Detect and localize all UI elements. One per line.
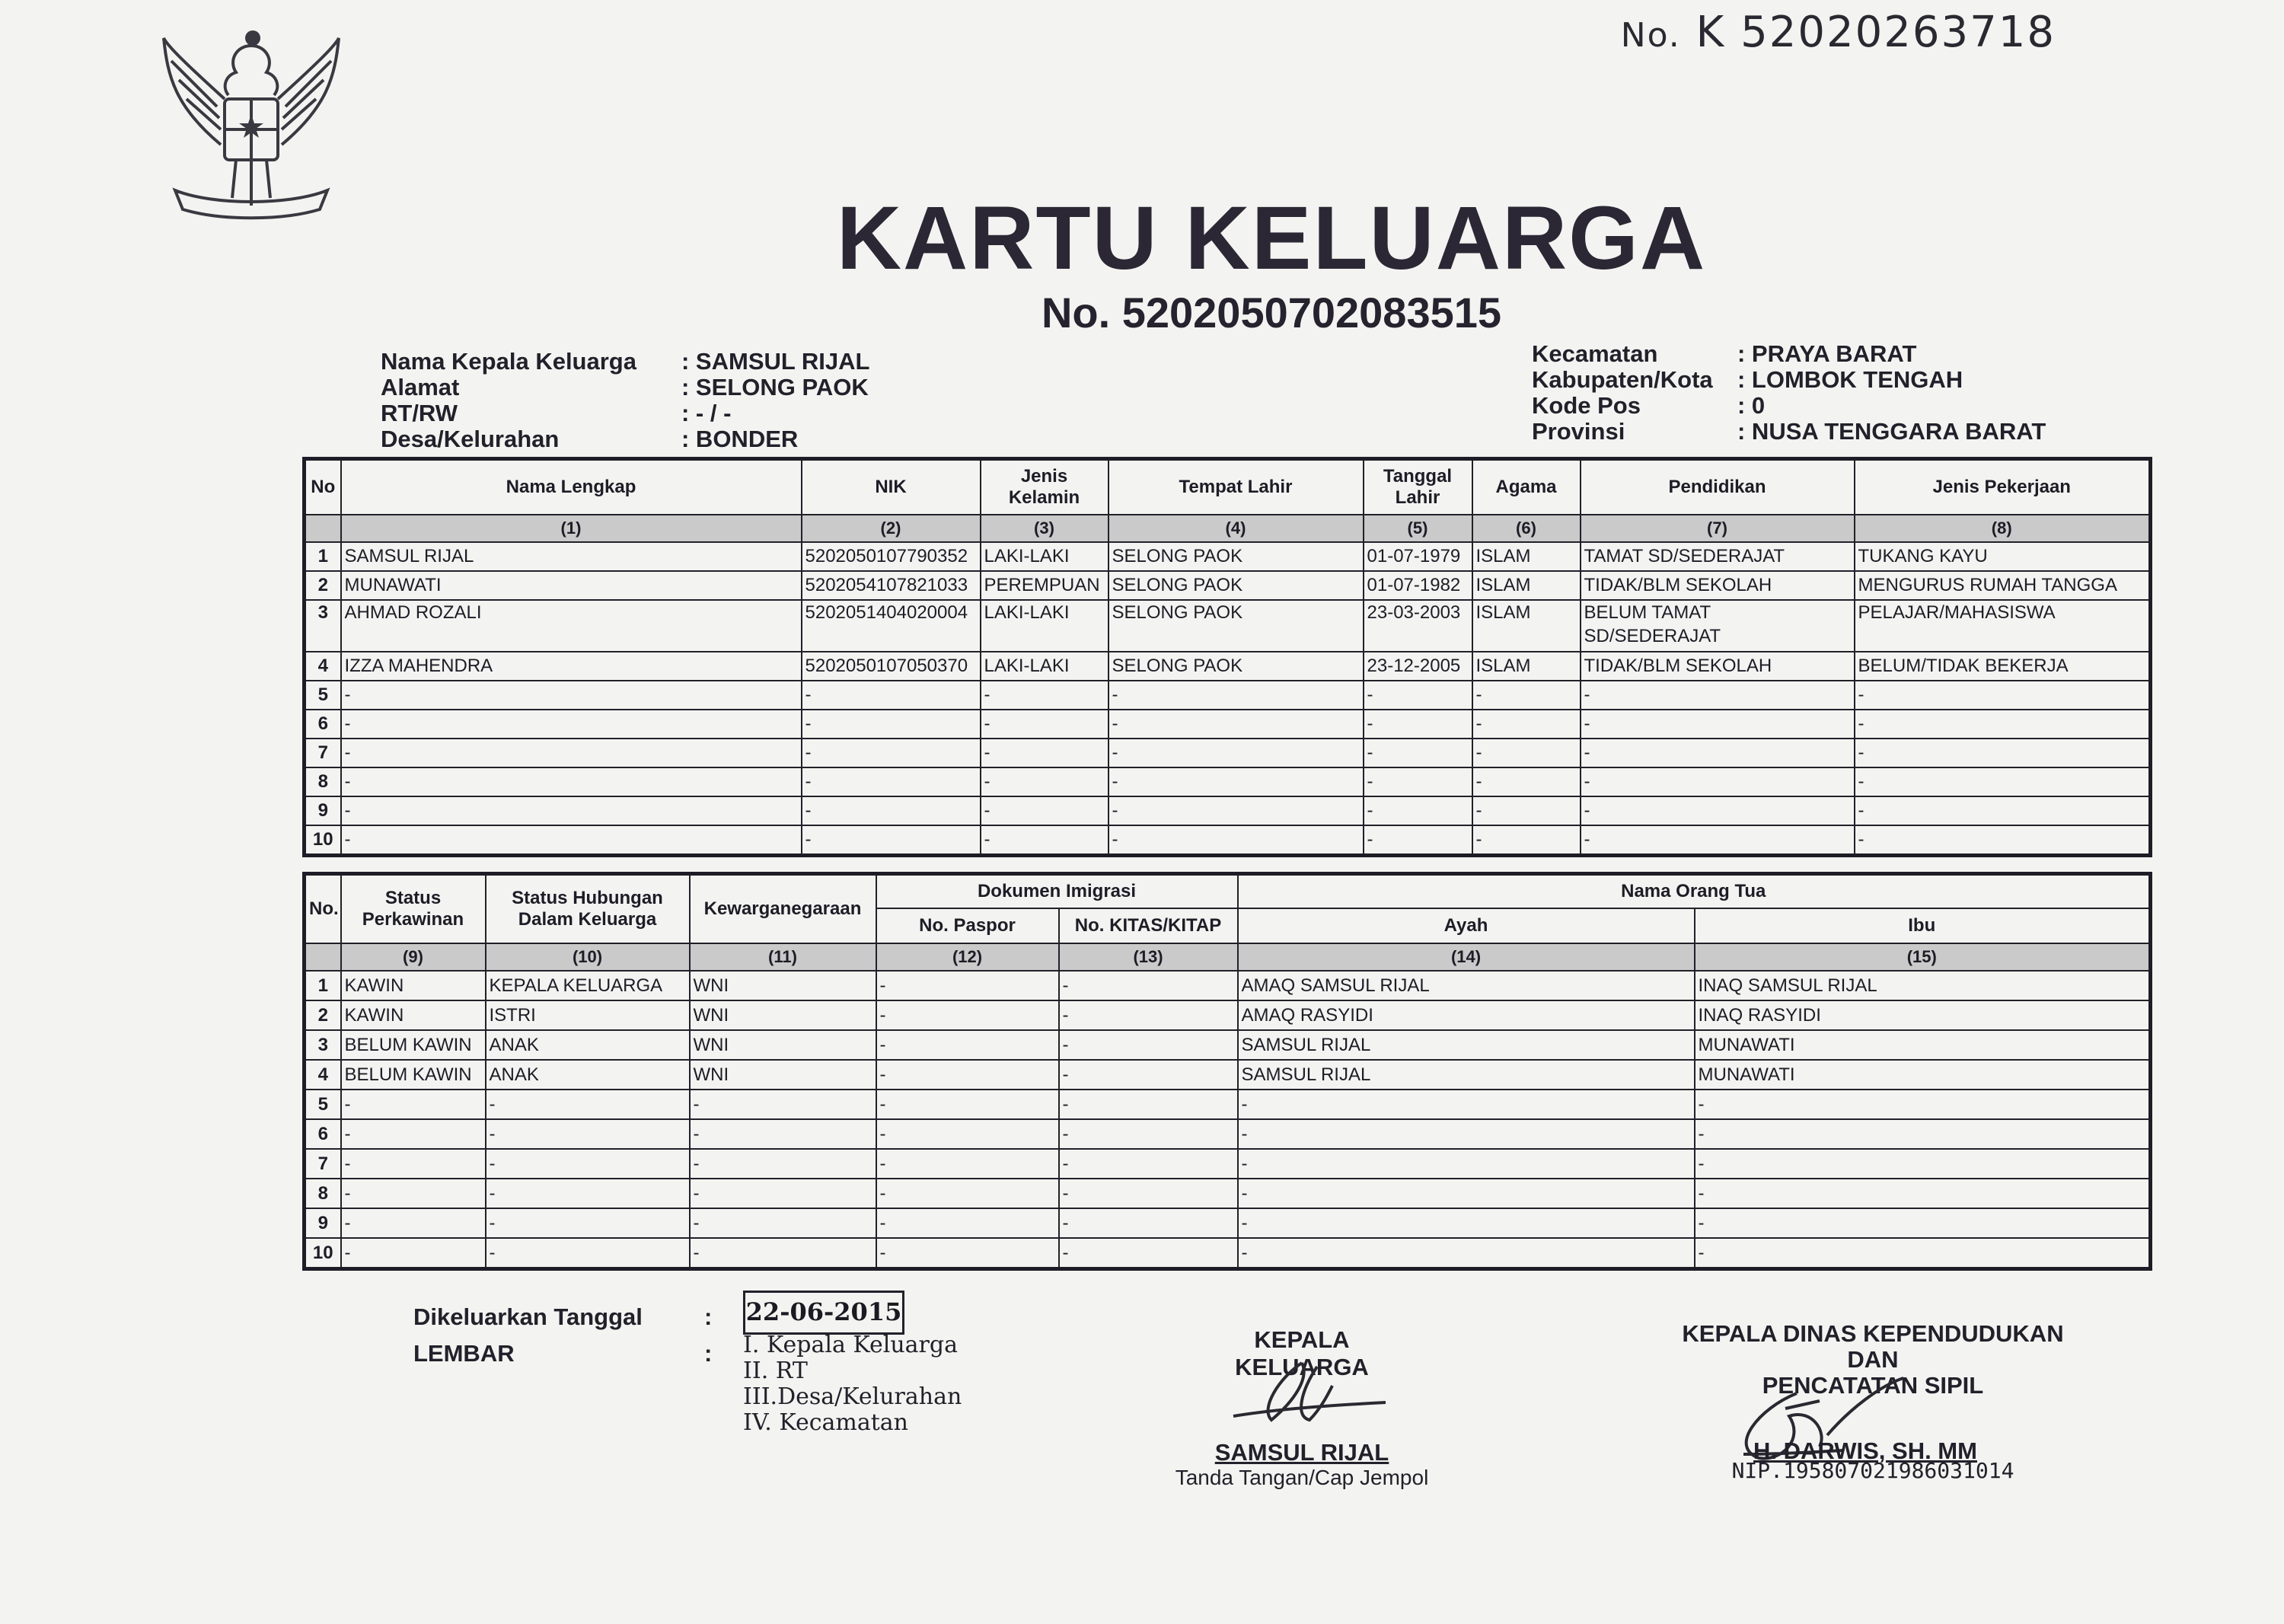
table-cell: - xyxy=(1472,767,1581,796)
table-cell: - xyxy=(876,1119,1059,1149)
header-ibu: Ibu xyxy=(1695,908,2151,943)
table-cell: - xyxy=(1855,710,2151,739)
table-row xyxy=(305,739,2151,767)
table-cell: SAMSUL RIJAL xyxy=(341,542,802,571)
table-cell: BELUM TAMAT SD/SEDERAJAT xyxy=(1581,600,1855,652)
table-cell: - xyxy=(486,1179,690,1208)
table-cell: AHMAD ROZALI xyxy=(341,600,802,652)
table-cell: - xyxy=(1238,1119,1695,1149)
table-cell: WNI xyxy=(690,1060,876,1090)
header-nik: NIK xyxy=(802,459,981,515)
table-row xyxy=(305,796,2151,825)
table-cell: - xyxy=(690,1149,876,1179)
header-kewarganegaraan: Kewarganegaraan xyxy=(690,874,876,944)
table-cell: - xyxy=(1109,739,1364,767)
lembar-list xyxy=(743,1332,962,1436)
info-row-rtrw xyxy=(381,400,869,426)
table-cell: - xyxy=(1238,1149,1695,1179)
row-number: 3 xyxy=(305,1030,341,1060)
table-cell: KAWIN xyxy=(341,1000,486,1030)
col-number: (15) xyxy=(1695,943,2151,971)
table-cell: - xyxy=(981,739,1109,767)
table-cell: IZZA MAHENDRA xyxy=(341,652,802,681)
table-cell: - xyxy=(1364,825,1472,856)
document-serial-number xyxy=(1621,8,2056,57)
table-cell: - xyxy=(1364,796,1472,825)
col-number: (4) xyxy=(1109,515,1364,542)
table-cell: - xyxy=(876,1238,1059,1269)
table-cell: BELUM KAWIN xyxy=(341,1030,486,1060)
header-dokumen-imigrasi: Dokumen Imigrasi xyxy=(876,874,1238,909)
table-cell: - xyxy=(1109,710,1364,739)
kepala-dinas-nip: NIP.195807021986031014 xyxy=(1731,1458,2014,1483)
table-cell: - xyxy=(1581,825,1855,856)
table-row xyxy=(305,1030,2151,1060)
table-cell: - xyxy=(1364,710,1472,739)
table-cell: - xyxy=(486,1119,690,1149)
table-cell: AMAQ RASYIDI xyxy=(1238,1000,1695,1030)
row-number: 10 xyxy=(305,1238,341,1269)
info-label: Nama Kepala Keluarga xyxy=(381,348,636,375)
serial-label: No. xyxy=(1620,16,1681,55)
table-cell: - xyxy=(1059,1208,1238,1238)
table-cell: - xyxy=(876,1179,1059,1208)
table-cell: - xyxy=(1364,767,1472,796)
table-cell: - xyxy=(1472,739,1581,767)
table-cell: - xyxy=(1695,1208,2151,1238)
table-cell: LAKI-LAKI xyxy=(981,600,1109,652)
table2-header-row-1 xyxy=(305,874,2151,909)
row-number: 3 xyxy=(305,600,341,652)
row-number: 7 xyxy=(305,1149,341,1179)
table-row xyxy=(305,652,2151,681)
table-row xyxy=(305,1149,2151,1179)
table-cell: WNI xyxy=(690,1030,876,1060)
info-value: : - / - xyxy=(681,400,732,426)
table-cell: KEPALA KELUARGA xyxy=(486,971,690,1000)
header-no: No. xyxy=(305,874,341,944)
table-cell: - xyxy=(341,1090,486,1119)
info-row-kabupaten xyxy=(1532,367,2046,393)
table-cell: - xyxy=(1581,710,1855,739)
kepala-keluarga-title: KEPALA KELUARGA xyxy=(1235,1326,1369,1380)
table-row xyxy=(305,1000,2151,1030)
table-cell: - xyxy=(341,710,802,739)
table-cell: - xyxy=(1364,681,1472,710)
lembar-item: II. RT xyxy=(743,1358,808,1384)
col-number: (13) xyxy=(1059,943,1238,971)
info-row-kodepos xyxy=(1532,393,2046,419)
document-title: KARTU KELUARGA xyxy=(836,188,1707,289)
table-cell: 5202051404020004 xyxy=(802,600,981,652)
table-cell: MENGURUS RUMAH TANGGA xyxy=(1855,571,2151,600)
row-number: 10 xyxy=(305,825,341,856)
table-row xyxy=(305,1119,2151,1149)
table2-column-number-row xyxy=(305,943,2151,971)
table-cell: - xyxy=(1059,1238,1238,1269)
table-cell: - xyxy=(876,1030,1059,1060)
kepala-dinas-title-line: KEPALA DINAS KEPENDUDUKAN DAN xyxy=(1682,1320,2064,1373)
row-number: 4 xyxy=(305,1060,341,1090)
table-cell: - xyxy=(1855,767,2151,796)
table-cell: - xyxy=(1238,1208,1695,1238)
kepala-keluarga-name: SAMSUL RIJAL xyxy=(1214,1439,1389,1466)
table-cell: - xyxy=(1581,767,1855,796)
table-cell: - xyxy=(1059,1000,1238,1030)
table-cell: - xyxy=(1059,1119,1238,1149)
table-cell: - xyxy=(341,681,802,710)
table-cell: - xyxy=(341,1149,486,1179)
table-cell: - xyxy=(981,825,1109,856)
col-number: (10) xyxy=(486,943,690,971)
table-cell: - xyxy=(802,681,981,710)
table-cell: BELUM/TIDAK BEKERJA xyxy=(1855,652,2151,681)
table-row xyxy=(305,825,2151,856)
serial-value: K 52020263718 xyxy=(1695,8,2056,57)
table-row xyxy=(305,681,2151,710)
table-cell: - xyxy=(486,1149,690,1179)
row-number: 5 xyxy=(305,681,341,710)
info-value: : LOMBOK TENGAH xyxy=(1737,366,1963,393)
table-cell: 5202054107821033 xyxy=(802,571,981,600)
table-row xyxy=(305,1208,2151,1238)
info-value: : SELONG PAOK xyxy=(681,374,869,400)
table-cell: - xyxy=(341,825,802,856)
table-cell: ANAK xyxy=(486,1030,690,1060)
table-cell: - xyxy=(802,710,981,739)
kk-number: No. 5202050702083515 xyxy=(1041,289,1502,337)
table-cell: - xyxy=(1238,1090,1695,1119)
col-number: (1) xyxy=(341,515,802,542)
table-cell: - xyxy=(876,971,1059,1000)
table-cell: - xyxy=(981,796,1109,825)
table-cell: - xyxy=(1109,825,1364,856)
col-number: (3) xyxy=(981,515,1109,542)
table-cell: - xyxy=(1855,796,2151,825)
table-cell: - xyxy=(1472,796,1581,825)
table-cell: - xyxy=(1059,1090,1238,1119)
issued-date-label: Dikeluarkan Tanggal xyxy=(413,1303,643,1330)
table-row xyxy=(305,1238,2151,1269)
table-cell: - xyxy=(341,1238,486,1269)
info-row-desa xyxy=(381,426,869,452)
table-cell: WNI xyxy=(690,1000,876,1030)
header-status-perkawinan: Status Perkawinan xyxy=(341,874,486,944)
table-cell: - xyxy=(486,1090,690,1119)
table-cell: - xyxy=(876,1000,1059,1030)
table-cell: - xyxy=(981,681,1109,710)
table-cell: - xyxy=(690,1179,876,1208)
row-number: 5 xyxy=(305,1090,341,1119)
table-cell: - xyxy=(1059,1149,1238,1179)
table-cell: - xyxy=(1695,1149,2151,1179)
info-row-kepala xyxy=(381,349,869,375)
table-cell: - xyxy=(1581,796,1855,825)
table-cell: SELONG PAOK xyxy=(1109,542,1364,571)
col-number: (7) xyxy=(1581,515,1855,542)
info-label: RT/RW xyxy=(381,400,458,426)
col-number: (11) xyxy=(690,943,876,971)
table-cell: - xyxy=(1855,825,2151,856)
colon: : xyxy=(704,1303,713,1330)
table-cell: SAMSUL RIJAL xyxy=(1238,1060,1695,1090)
col-number: (8) xyxy=(1855,515,2151,542)
table-cell: - xyxy=(876,1149,1059,1179)
table-cell: - xyxy=(802,825,981,856)
header-pendidikan: Pendidikan xyxy=(1581,459,1855,515)
table-cell: - xyxy=(802,767,981,796)
table-cell: - xyxy=(690,1238,876,1269)
table-cell: - xyxy=(1059,1060,1238,1090)
row-number: 8 xyxy=(305,1179,341,1208)
info-value: : NUSA TENGGARA BARAT xyxy=(1737,418,2046,445)
table-cell: - xyxy=(1238,1179,1695,1208)
header-nama-lengkap: Nama Lengkap xyxy=(341,459,802,515)
info-label: Provinsi xyxy=(1532,418,1625,445)
table-cell: MUNAWATI xyxy=(341,571,802,600)
table2-rows xyxy=(305,971,2151,1269)
table-cell: - xyxy=(690,1090,876,1119)
table-cell: LAKI-LAKI xyxy=(981,542,1109,571)
row-number: 1 xyxy=(305,542,341,571)
lembar-item: I. Kepala Keluarga xyxy=(743,1332,958,1358)
table-cell: - xyxy=(802,739,981,767)
info-value: : 0 xyxy=(1737,392,1766,419)
table-cell: - xyxy=(1855,681,2151,710)
table-cell: KAWIN xyxy=(341,971,486,1000)
header-nama-orang-tua: Nama Orang Tua xyxy=(1238,874,2151,909)
table-cell: - xyxy=(1109,681,1364,710)
col-number: (14) xyxy=(1238,943,1695,971)
info-row-provinsi xyxy=(1532,419,2046,445)
table-cell: - xyxy=(341,739,802,767)
table-cell: - xyxy=(1472,710,1581,739)
table-cell: TAMAT SD/SEDERAJAT xyxy=(1581,542,1855,571)
table-cell: - xyxy=(1581,681,1855,710)
col-number: (5) xyxy=(1364,515,1472,542)
table-cell: - xyxy=(690,1208,876,1238)
table-cell: - xyxy=(486,1208,690,1238)
info-value: : PRAYA BARAT xyxy=(1737,340,1917,367)
header-tempat-lahir: Tempat Lahir xyxy=(1109,459,1364,515)
header-jenis-pekerjaan: Jenis Pekerjaan xyxy=(1855,459,2151,515)
kepala-dinas-name: H. DARWIS, SH. MM xyxy=(1753,1437,1977,1464)
info-label: Kecamatan xyxy=(1532,340,1658,367)
table-cell: - xyxy=(802,796,981,825)
row-number: 8 xyxy=(305,767,341,796)
table-row xyxy=(305,542,2151,571)
table-cell: - xyxy=(876,1060,1059,1090)
table-cell: ANAK xyxy=(486,1060,690,1090)
table-cell: 23-12-2005 xyxy=(1364,652,1472,681)
row-number: 9 xyxy=(305,1208,341,1238)
info-label: Kode Pos xyxy=(1532,392,1641,419)
table-cell: 01-07-1982 xyxy=(1364,571,1472,600)
table-cell: WNI xyxy=(690,971,876,1000)
info-row-kecamatan xyxy=(1532,341,2046,367)
lembar-item: III.Desa/Kelurahan xyxy=(743,1383,962,1410)
table-cell: ISLAM xyxy=(1472,600,1581,652)
lembar-item: IV. Kecamatan xyxy=(743,1409,908,1436)
family-members-table xyxy=(302,457,2152,857)
table-cell: SELONG PAOK xyxy=(1109,652,1364,681)
table-cell: 01-07-1979 xyxy=(1364,542,1472,571)
table-row xyxy=(305,1090,2151,1119)
table-row xyxy=(305,971,2151,1000)
table-row xyxy=(305,710,2151,739)
table-cell: BELUM KAWIN xyxy=(341,1060,486,1090)
table1-column-number-row xyxy=(305,515,2151,542)
table-cell: MUNAWATI xyxy=(1695,1060,2151,1090)
table-row xyxy=(305,1179,2151,1208)
row-number: 2 xyxy=(305,1000,341,1030)
household-info-left xyxy=(381,349,869,452)
table-row xyxy=(305,571,2151,600)
table-cell: ISLAM xyxy=(1472,571,1581,600)
table-cell: INAQ RASYIDI xyxy=(1695,1000,2151,1030)
table-cell: - xyxy=(1695,1238,2151,1269)
row-number: 6 xyxy=(305,710,341,739)
family-status-table xyxy=(302,872,2152,1271)
table-cell: ISTRI xyxy=(486,1000,690,1030)
kepala-dinas-title-line: PENCATATAN SIPIL xyxy=(1762,1372,1984,1399)
kepala-signature-icon xyxy=(1188,1348,1416,1439)
table-cell: MUNAWATI xyxy=(1695,1030,2151,1060)
table-cell: - xyxy=(1238,1238,1695,1269)
table-cell: - xyxy=(690,1119,876,1149)
table-row xyxy=(305,1060,2151,1090)
table-cell: - xyxy=(981,710,1109,739)
table-cell: LAKI-LAKI xyxy=(981,652,1109,681)
table-cell: TIDAK/BLM SEKOLAH xyxy=(1581,652,1855,681)
table-cell: 5202050107790352 xyxy=(802,542,981,571)
table-cell: - xyxy=(876,1090,1059,1119)
info-value: : SAMSUL RIJAL xyxy=(681,348,870,375)
row-number: 7 xyxy=(305,739,341,767)
col-number: (2) xyxy=(802,515,981,542)
table-cell: - xyxy=(1855,739,2151,767)
table-cell: SAMSUL RIJAL xyxy=(1238,1030,1695,1060)
info-value: : BONDER xyxy=(681,426,799,452)
row-number: 1 xyxy=(305,971,341,1000)
header-no-paspor: No. Paspor xyxy=(876,908,1059,943)
table-cell: TUKANG KAYU xyxy=(1855,542,2151,571)
table-cell: - xyxy=(1472,681,1581,710)
header-ayah: Ayah xyxy=(1238,908,1695,943)
table-cell: - xyxy=(876,1208,1059,1238)
info-row-alamat xyxy=(381,375,869,400)
table1-rows xyxy=(305,542,2151,856)
table-cell: - xyxy=(341,1208,486,1238)
table-cell: - xyxy=(1059,971,1238,1000)
info-label: Kabupaten/Kota xyxy=(1532,366,1713,393)
colon: : xyxy=(704,1340,713,1367)
table-cell: - xyxy=(1695,1119,2151,1149)
table-cell: - xyxy=(486,1238,690,1269)
kepala-keluarga-subtitle: Tanda Tangan/Cap Jempol xyxy=(1175,1466,1429,1489)
row-number: 6 xyxy=(305,1119,341,1149)
row-number: 2 xyxy=(305,571,341,600)
header-tanggal-lahir: Tanggal Lahir xyxy=(1364,459,1472,515)
table-cell: - xyxy=(1109,796,1364,825)
table-cell: - xyxy=(1364,739,1472,767)
table-cell: - xyxy=(341,767,802,796)
header-no: No xyxy=(305,459,341,515)
table-cell: PELAJAR/MAHASISWA xyxy=(1855,600,2151,652)
header-no-kitas: No. KITAS/KITAP xyxy=(1059,908,1238,943)
table-cell: 23-03-2003 xyxy=(1364,600,1472,652)
table-cell: ISLAM xyxy=(1472,542,1581,571)
table-row xyxy=(305,600,2151,652)
table-cell: - xyxy=(341,796,802,825)
table-cell: - xyxy=(1581,739,1855,767)
table-cell: AMAQ SAMSUL RIJAL xyxy=(1238,971,1695,1000)
col-number: (6) xyxy=(1472,515,1581,542)
header-jenis-kelamin: Jenis Kelamin xyxy=(981,459,1109,515)
table-cell: INAQ SAMSUL RIJAL xyxy=(1695,971,2151,1000)
issued-date-box: 22-06-2015 xyxy=(743,1291,904,1335)
col-number: (12) xyxy=(876,943,1059,971)
table-cell: - xyxy=(1472,825,1581,856)
info-label: Alamat xyxy=(381,374,460,400)
household-info-right xyxy=(1532,341,2046,445)
table-cell: - xyxy=(1695,1179,2151,1208)
table-cell: - xyxy=(341,1179,486,1208)
table-cell: - xyxy=(1059,1030,1238,1060)
col-number: (9) xyxy=(341,943,486,971)
lembar-label: LEMBAR xyxy=(413,1340,515,1367)
table-cell: 5202050107050370 xyxy=(802,652,981,681)
info-label: Desa/Kelurahan xyxy=(381,426,560,452)
row-number: 4 xyxy=(305,652,341,681)
table-cell: TIDAK/BLM SEKOLAH xyxy=(1581,571,1855,600)
table-cell: ISLAM xyxy=(1472,652,1581,681)
table1-header-row xyxy=(305,459,2151,515)
header-agama: Agama xyxy=(1472,459,1581,515)
table-cell: - xyxy=(341,1119,486,1149)
table-cell: - xyxy=(1109,767,1364,796)
row-number: 9 xyxy=(305,796,341,825)
table-cell: SELONG PAOK xyxy=(1109,600,1364,652)
table-cell: - xyxy=(981,767,1109,796)
table-cell: - xyxy=(1059,1179,1238,1208)
col-number-empty xyxy=(305,515,341,542)
table-row xyxy=(305,767,2151,796)
table-cell: SELONG PAOK xyxy=(1109,571,1364,600)
table-cell: - xyxy=(1695,1090,2151,1119)
table-cell: PEREMPUAN xyxy=(981,571,1109,600)
col-number-empty xyxy=(305,943,341,971)
header-status-hubungan: Status Hubungan Dalam Keluarga xyxy=(486,874,690,944)
